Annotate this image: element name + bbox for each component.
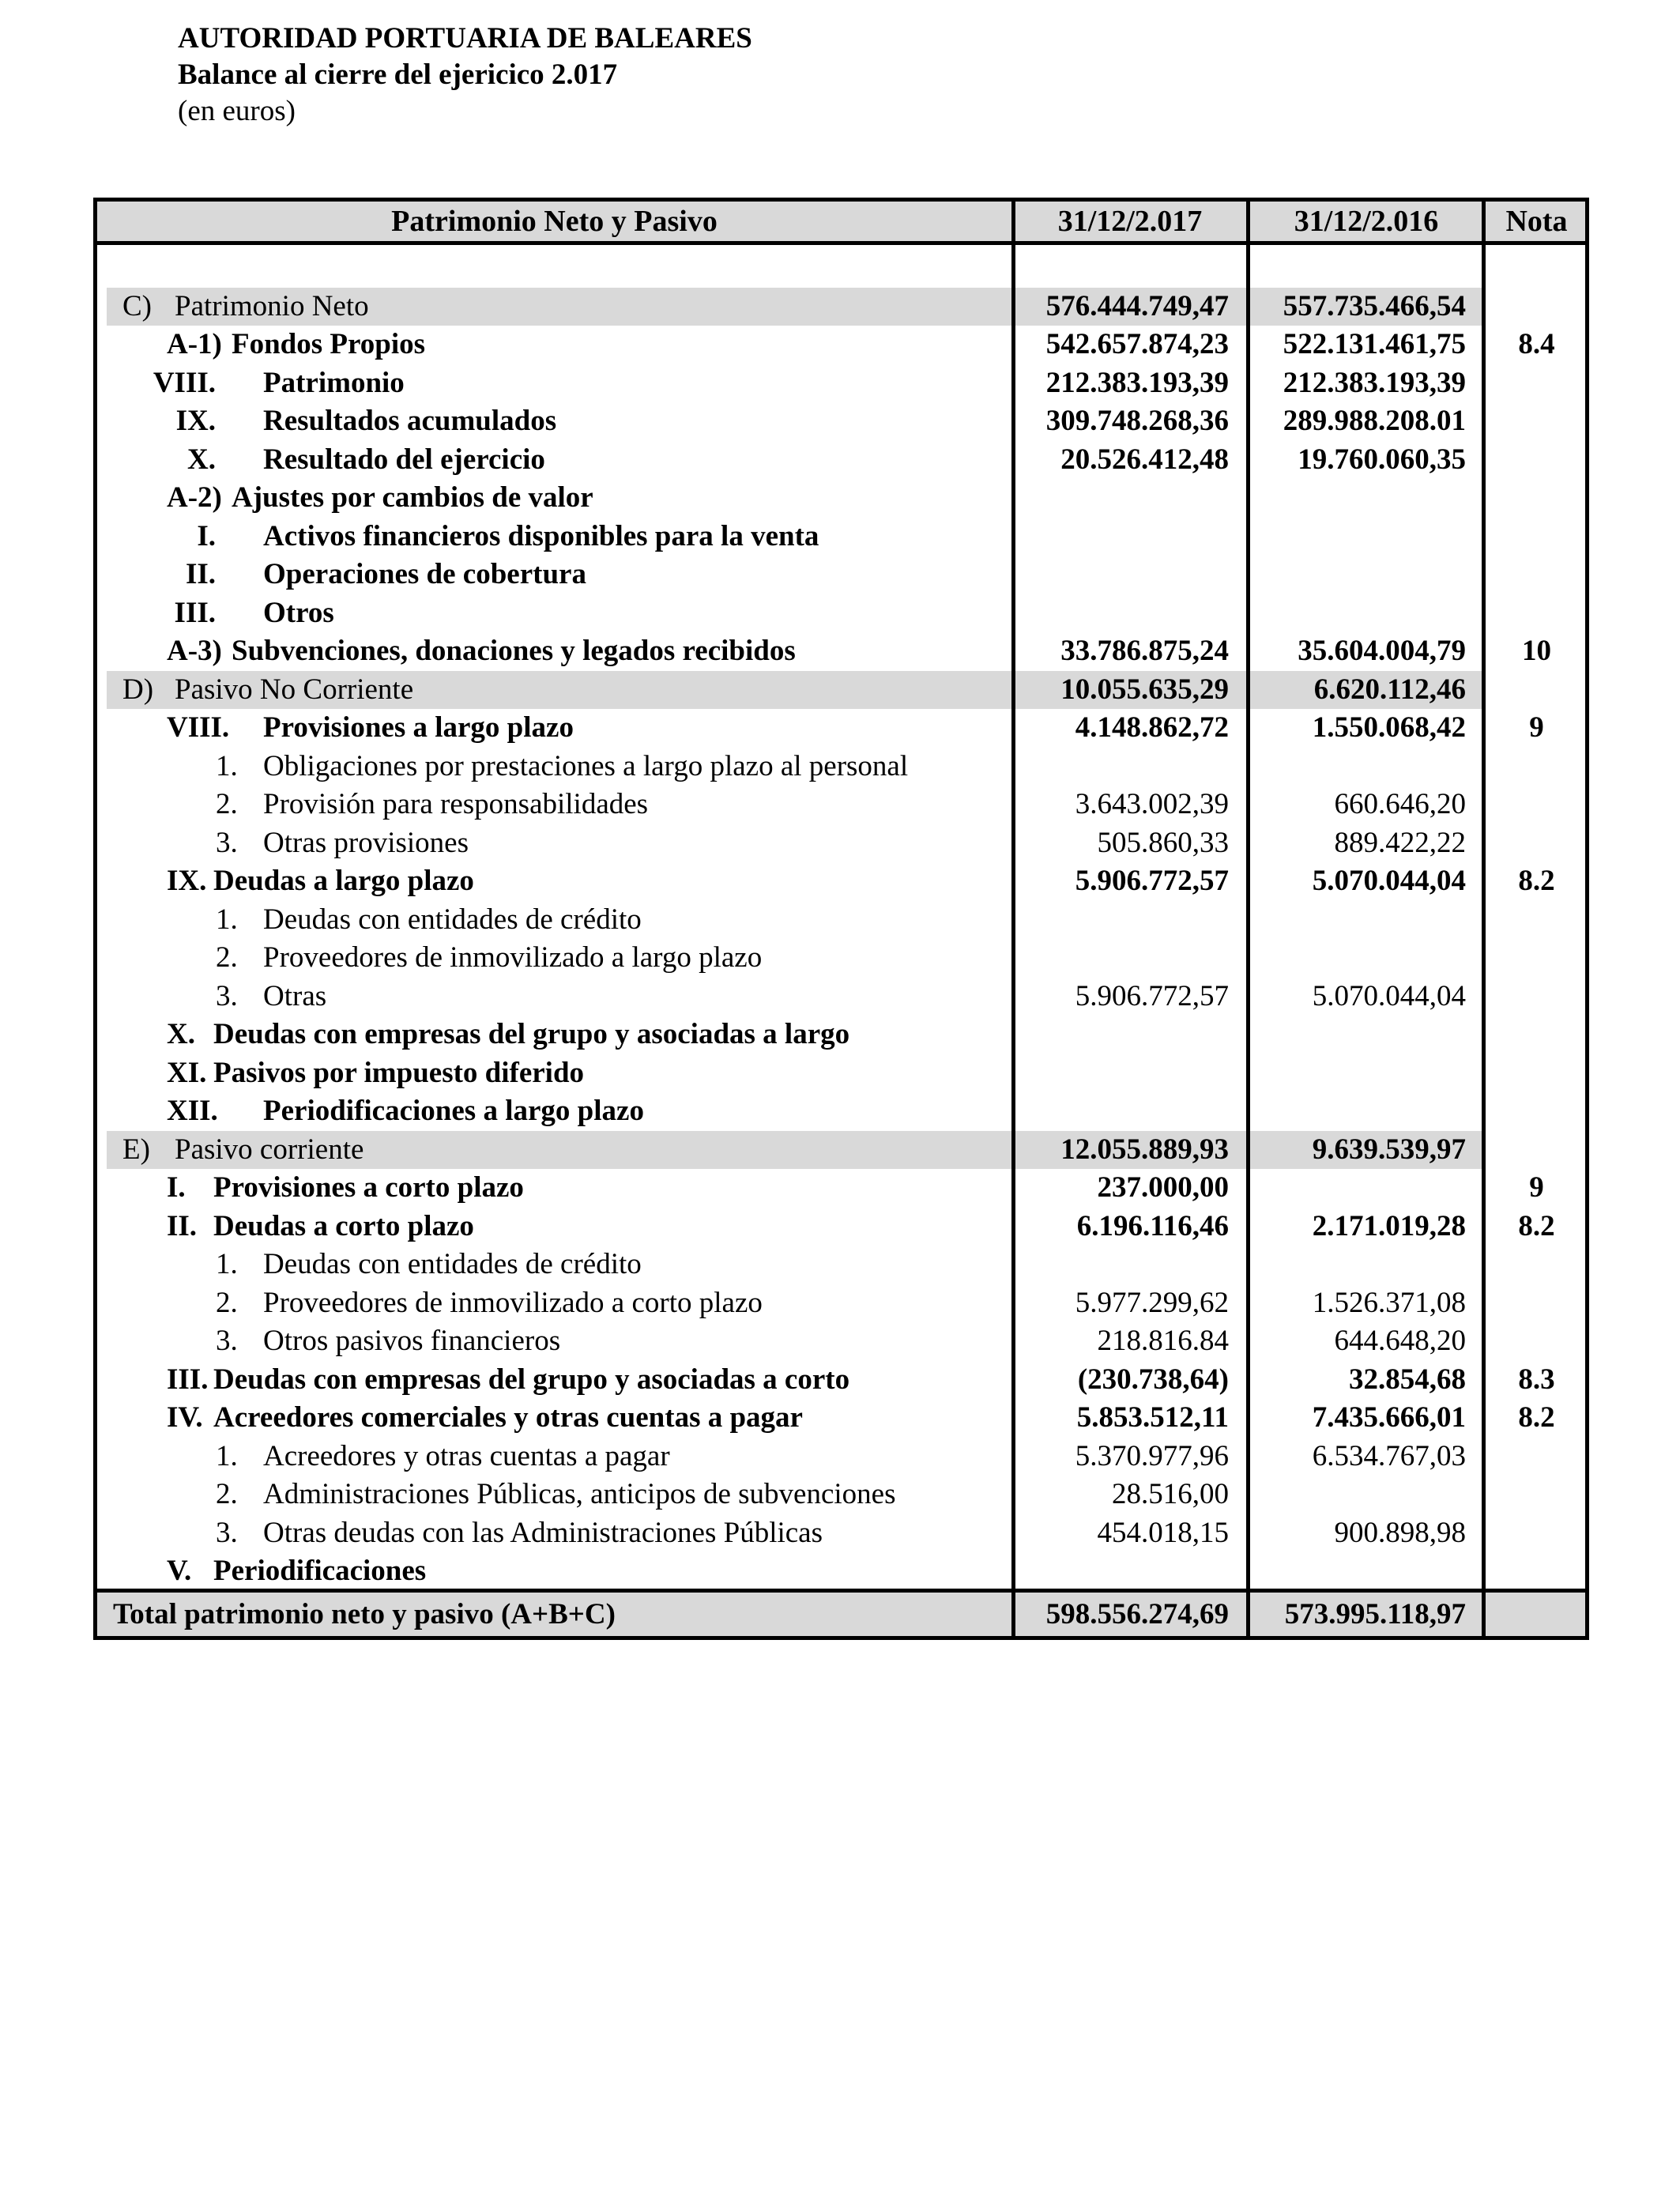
- row-number: II.: [185, 558, 216, 590]
- row-number: C): [122, 289, 152, 322]
- value-2016: 7.435.666,01: [1312, 1401, 1466, 1434]
- value-2016: [1251, 1054, 1466, 1093]
- row-number: 3.: [216, 979, 238, 1012]
- table-row: [97, 518, 1585, 556]
- total-2016: 573.995.118,97: [1284, 1598, 1466, 1630]
- table-row: [97, 1399, 1585, 1438]
- row-label: Deudas a corto plazo: [213, 1209, 474, 1242]
- value-2016: [1251, 479, 1466, 518]
- table-row: [97, 1246, 1585, 1284]
- value-2016: [1251, 556, 1466, 594]
- nota-value: 10: [1522, 635, 1551, 667]
- value-2016: [1251, 748, 1466, 786]
- value-2016: [1251, 1552, 1466, 1591]
- table-row: [97, 901, 1585, 940]
- nota-value: [1488, 1552, 1585, 1591]
- value-2016: 9.639.539,97: [1312, 1133, 1466, 1166]
- row-label: Administraciones Públicas, anticipos de subvenciones: [263, 1478, 896, 1510]
- row-label: Provisiones a corto plazo: [213, 1171, 524, 1204]
- column-divider: [1482, 202, 1486, 1636]
- value-2016: 6.534.767,03: [1312, 1439, 1466, 1472]
- table-row: [97, 1092, 1585, 1131]
- row-label: Proveedores de inmovilizado a corto plazo: [263, 1286, 763, 1319]
- nota-value: [1488, 1514, 1585, 1553]
- value-2017: [1015, 748, 1229, 786]
- table-row: [97, 326, 1585, 364]
- value-2017: [1015, 556, 1229, 594]
- value-2017: [1015, 518, 1229, 556]
- row-number: 1.: [216, 903, 238, 936]
- row-label: Resultado del ejercicio: [263, 443, 545, 476]
- units-note: (en euros): [178, 95, 296, 127]
- row-label: Pasivos por impuesto diferido: [213, 1056, 585, 1089]
- value-2017: 237.000,00: [1097, 1171, 1229, 1204]
- nota-value: 8.2: [1518, 1401, 1555, 1434]
- row-number: VIII.: [153, 366, 216, 399]
- nota-value: [1488, 1131, 1585, 1170]
- value-2017: [1015, 1054, 1229, 1093]
- table-row: [97, 632, 1585, 671]
- column-header-2016: 31/12/2.016: [1294, 205, 1439, 238]
- nota-value: 8.2: [1518, 865, 1555, 897]
- row-label: Periodificaciones a largo plazo: [263, 1095, 644, 1127]
- value-2016: 35.604.004,79: [1298, 635, 1466, 667]
- nota-value: [1488, 1054, 1585, 1093]
- nota-value: [1488, 1322, 1585, 1361]
- value-2016: 2.171.019,28: [1312, 1209, 1466, 1242]
- column-divider: [1246, 202, 1250, 1636]
- value-2017: [1015, 594, 1229, 633]
- value-2017: 5.977.299,62: [1075, 1286, 1229, 1319]
- table-row: [97, 1322, 1585, 1361]
- value-2016: 5.070.044,04: [1312, 865, 1466, 897]
- total-2017: 598.556.274,69: [1045, 1598, 1229, 1630]
- row-number: I.: [167, 1171, 186, 1204]
- row-number: II.: [167, 1209, 198, 1242]
- value-2016: 1.526.371,08: [1312, 1286, 1466, 1319]
- row-number: 3.: [216, 1516, 238, 1549]
- value-2017: 505.860,33: [1097, 826, 1229, 859]
- value-2017: 576.444.749,47: [1045, 289, 1229, 322]
- row-number: III.: [167, 1363, 209, 1396]
- value-2016: 19.760.060,35: [1298, 443, 1466, 476]
- row-label: Activos financieros disponibles para la venta: [263, 519, 819, 552]
- row-number: IX.: [167, 865, 207, 897]
- row-label: Otros: [263, 596, 334, 629]
- table-row: [97, 249, 1585, 288]
- value-2017: [1015, 1092, 1229, 1131]
- header-divider: [97, 241, 1585, 245]
- column-divider: [1011, 202, 1015, 1636]
- value-2017: [1015, 479, 1229, 518]
- row-label: Provisiones a largo plazo: [263, 711, 574, 744]
- nota-value: [1488, 671, 1585, 710]
- nota-value: [1488, 978, 1585, 1016]
- section-row: [97, 288, 1585, 326]
- value-2016: 212.383.193,39: [1283, 366, 1466, 399]
- row-number: VIII.: [167, 711, 230, 744]
- value-2016: 1.550.068,42: [1312, 711, 1466, 744]
- row-label: Obligaciones por prestaciones a largo plazo al personal: [263, 749, 909, 782]
- row-label: Otros pasivos financieros: [263, 1325, 561, 1357]
- table-row: [97, 479, 1585, 518]
- nota-value: [1488, 518, 1585, 556]
- value-2017: 5.906.772,57: [1075, 865, 1229, 897]
- row-label: Patrimonio: [263, 366, 405, 399]
- row-number: V.: [167, 1555, 192, 1587]
- table-row: [97, 402, 1585, 441]
- nota-value: [1488, 1438, 1585, 1476]
- value-2017: 4.148.862,72: [1075, 711, 1229, 744]
- value-2016: 522.131.461,75: [1283, 328, 1466, 360]
- row-number: E): [122, 1133, 150, 1166]
- row-label: Deudas con empresas del grupo y asociadas a corto: [213, 1363, 850, 1396]
- table-row: [97, 824, 1585, 863]
- nota-value: [1488, 249, 1585, 288]
- value-2016: 557.735.466,54: [1283, 289, 1466, 322]
- column-header-2017: 31/12/2.017: [1057, 205, 1203, 238]
- nota-value: 9: [1529, 711, 1544, 744]
- row-label: Acreedores comerciales y otras cuentas a pagar: [213, 1401, 803, 1434]
- document-title: Balance al cierre del ejericico 2.017: [178, 58, 618, 91]
- row-label: Pasivo corriente: [175, 1133, 364, 1166]
- column-header-nota: Nota: [1505, 205, 1568, 238]
- row-label: Deudas a largo plazo: [213, 865, 474, 897]
- row-label: Otras: [263, 979, 327, 1012]
- table-row: [97, 862, 1585, 901]
- table-row: [97, 1284, 1585, 1323]
- row-number: XII.: [167, 1095, 218, 1127]
- table-row: [97, 441, 1585, 480]
- table-row: [97, 1054, 1585, 1093]
- row-number: X.: [167, 1018, 195, 1050]
- table-row: [97, 709, 1585, 748]
- value-2016: [1251, 594, 1466, 633]
- row-label: Proveedores de inmovilizado a largo plazo: [263, 941, 763, 974]
- value-2017: 20.526.412,48: [1060, 443, 1229, 476]
- nota-value: [1488, 1246, 1585, 1284]
- value-2017: 6.196.116,46: [1076, 1209, 1229, 1242]
- nota-value: [1488, 1092, 1585, 1131]
- value-2017: [1015, 249, 1229, 288]
- value-2016: 660.646,20: [1334, 788, 1466, 820]
- nota-value: [1488, 364, 1585, 403]
- table-row: [97, 1552, 1585, 1591]
- nota-value: [1488, 939, 1585, 978]
- row-label: Deudas con entidades de crédito: [263, 903, 642, 936]
- row-number: 3.: [216, 1325, 238, 1357]
- nota-value: 8.3: [1518, 1363, 1555, 1396]
- row-label: Resultados acumulados: [263, 405, 557, 437]
- row-number: 1.: [216, 1439, 238, 1472]
- table-row: [97, 594, 1585, 633]
- value-2017: [1015, 901, 1229, 940]
- table-row: [97, 1476, 1585, 1514]
- nota-value: [1488, 901, 1585, 940]
- nota-value: [1488, 786, 1585, 824]
- row-number: A-2): [167, 481, 222, 514]
- table-row: [97, 1361, 1585, 1400]
- value-2016: [1251, 939, 1466, 978]
- value-2016: 889.422,22: [1334, 826, 1466, 859]
- value-2017: 28.516,00: [1112, 1478, 1229, 1510]
- nota-value: 8.4: [1518, 328, 1555, 360]
- nota-value: 8.2: [1518, 1209, 1555, 1242]
- nota-value: [1488, 441, 1585, 480]
- row-label: Deudas con empresas del grupo y asociadas a largo: [213, 1018, 850, 1050]
- row-label: Fondos Propios: [232, 328, 426, 360]
- row-label: Acreedores y otras cuentas a pagar: [263, 1439, 670, 1472]
- value-2017: 5.370.977,96: [1075, 1439, 1229, 1472]
- value-2016: 5.070.044,04: [1312, 979, 1466, 1012]
- row-label: Provisión para responsabilidades: [263, 788, 649, 820]
- value-2016: [1251, 518, 1466, 556]
- total-row: [97, 1593, 1585, 1636]
- row-label: Patrimonio Neto: [175, 289, 369, 322]
- value-2017: 5.906.772,57: [1075, 979, 1229, 1012]
- value-2017: 3.643.002,39: [1075, 788, 1229, 820]
- row-number: 2.: [216, 941, 238, 974]
- value-2017: 212.383.193,39: [1045, 366, 1229, 399]
- total-label: Total patrimonio neto y pasivo (A+B+C): [113, 1598, 616, 1630]
- row-label: Periodificaciones: [213, 1555, 427, 1587]
- row-number: 2.: [216, 788, 238, 820]
- row-number: III.: [174, 596, 216, 629]
- section-row: [97, 1131, 1585, 1170]
- nota-value: [1488, 824, 1585, 863]
- value-2016: [1251, 1169, 1466, 1208]
- table-row: [97, 939, 1585, 978]
- value-2016: 644.648,20: [1334, 1325, 1466, 1357]
- row-number: 1.: [216, 749, 238, 782]
- table-row: [97, 786, 1585, 824]
- row-number: 2.: [216, 1478, 238, 1510]
- value-2016: [1251, 249, 1466, 288]
- row-label: Deudas con entidades de crédito: [263, 1248, 642, 1280]
- table-row: [97, 1169, 1585, 1208]
- row-number: 2.: [216, 1286, 238, 1319]
- value-2016: [1251, 1476, 1466, 1514]
- table-row: [97, 1208, 1585, 1246]
- row-label: Pasivo No Corriente: [175, 673, 414, 706]
- value-2017: [1015, 939, 1229, 978]
- row-number: A-3): [167, 635, 222, 667]
- row-label: Subvenciones, donaciones y legados recibidos: [232, 635, 796, 667]
- value-2016: 32.854,68: [1349, 1363, 1466, 1396]
- nota-value: [1488, 1476, 1585, 1514]
- row-label: Otras provisiones: [263, 826, 469, 859]
- value-2016: [1251, 901, 1466, 940]
- table-row: [97, 556, 1585, 594]
- row-number: I.: [197, 519, 216, 552]
- value-2017: 5.853.512,11: [1076, 1401, 1229, 1434]
- value-2017: 309.748.268,36: [1045, 405, 1229, 437]
- table-row: [97, 1016, 1585, 1054]
- document-header: [178, 21, 752, 130]
- nota-value: [1488, 402, 1585, 441]
- row-label: Operaciones de cobertura: [263, 558, 586, 590]
- value-2017: (230.738,64): [1077, 1363, 1229, 1396]
- organization-name: AUTORIDAD PORTUARIA DE BALEARES: [178, 22, 752, 55]
- value-2017: [1015, 1016, 1229, 1054]
- nota-value: [1488, 594, 1585, 633]
- row-number: IX.: [175, 405, 216, 437]
- row-number: D): [122, 673, 154, 706]
- table-row: [97, 1438, 1585, 1476]
- table-row: [97, 748, 1585, 786]
- value-2017: 10.055.635,29: [1060, 673, 1229, 706]
- table-row: [97, 364, 1585, 403]
- row-number: A-1): [167, 328, 222, 360]
- value-2016: 900.898,98: [1334, 1516, 1466, 1549]
- value-2016: 289.988.208.01: [1283, 405, 1466, 437]
- row-number: 3.: [216, 826, 238, 859]
- row-label: Otras deudas con las Administraciones Públicas: [263, 1516, 823, 1549]
- value-2017: 12.055.889,93: [1060, 1133, 1229, 1166]
- nota-value: 9: [1529, 1171, 1544, 1204]
- row-label: Ajustes por cambios de valor: [232, 481, 593, 514]
- value-2017: 33.786.875,24: [1060, 635, 1229, 667]
- row-number: IV.: [167, 1401, 203, 1434]
- row-number: X.: [187, 443, 216, 476]
- value-2016: [1251, 1246, 1466, 1284]
- value-2016: 6.620.112,46: [1313, 673, 1466, 706]
- table-header-row: [97, 202, 1585, 241]
- value-2017: 454.018,15: [1097, 1516, 1229, 1549]
- value-2017: [1015, 1246, 1229, 1284]
- balance-table: [93, 198, 1589, 1640]
- nota-value: [1488, 748, 1585, 786]
- value-2016: [1251, 1016, 1466, 1054]
- value-2017: 218.816.84: [1097, 1325, 1229, 1357]
- row-number: 1.: [216, 1248, 238, 1280]
- nota-value: [1488, 288, 1585, 326]
- column-header-label: Patrimonio Neto y Pasivo: [391, 205, 718, 238]
- section-row: [97, 671, 1585, 710]
- nota-value: [1488, 479, 1585, 518]
- table-row: [97, 978, 1585, 1016]
- table-row: [97, 1514, 1585, 1553]
- nota-value: [1488, 556, 1585, 594]
- nota-value: [1488, 1284, 1585, 1323]
- value-2017: [1015, 1552, 1229, 1591]
- row-number: XI.: [167, 1056, 207, 1089]
- value-2016: [1251, 1092, 1466, 1131]
- nota-value: [1488, 1016, 1585, 1054]
- value-2017: 542.657.874,23: [1045, 328, 1229, 360]
